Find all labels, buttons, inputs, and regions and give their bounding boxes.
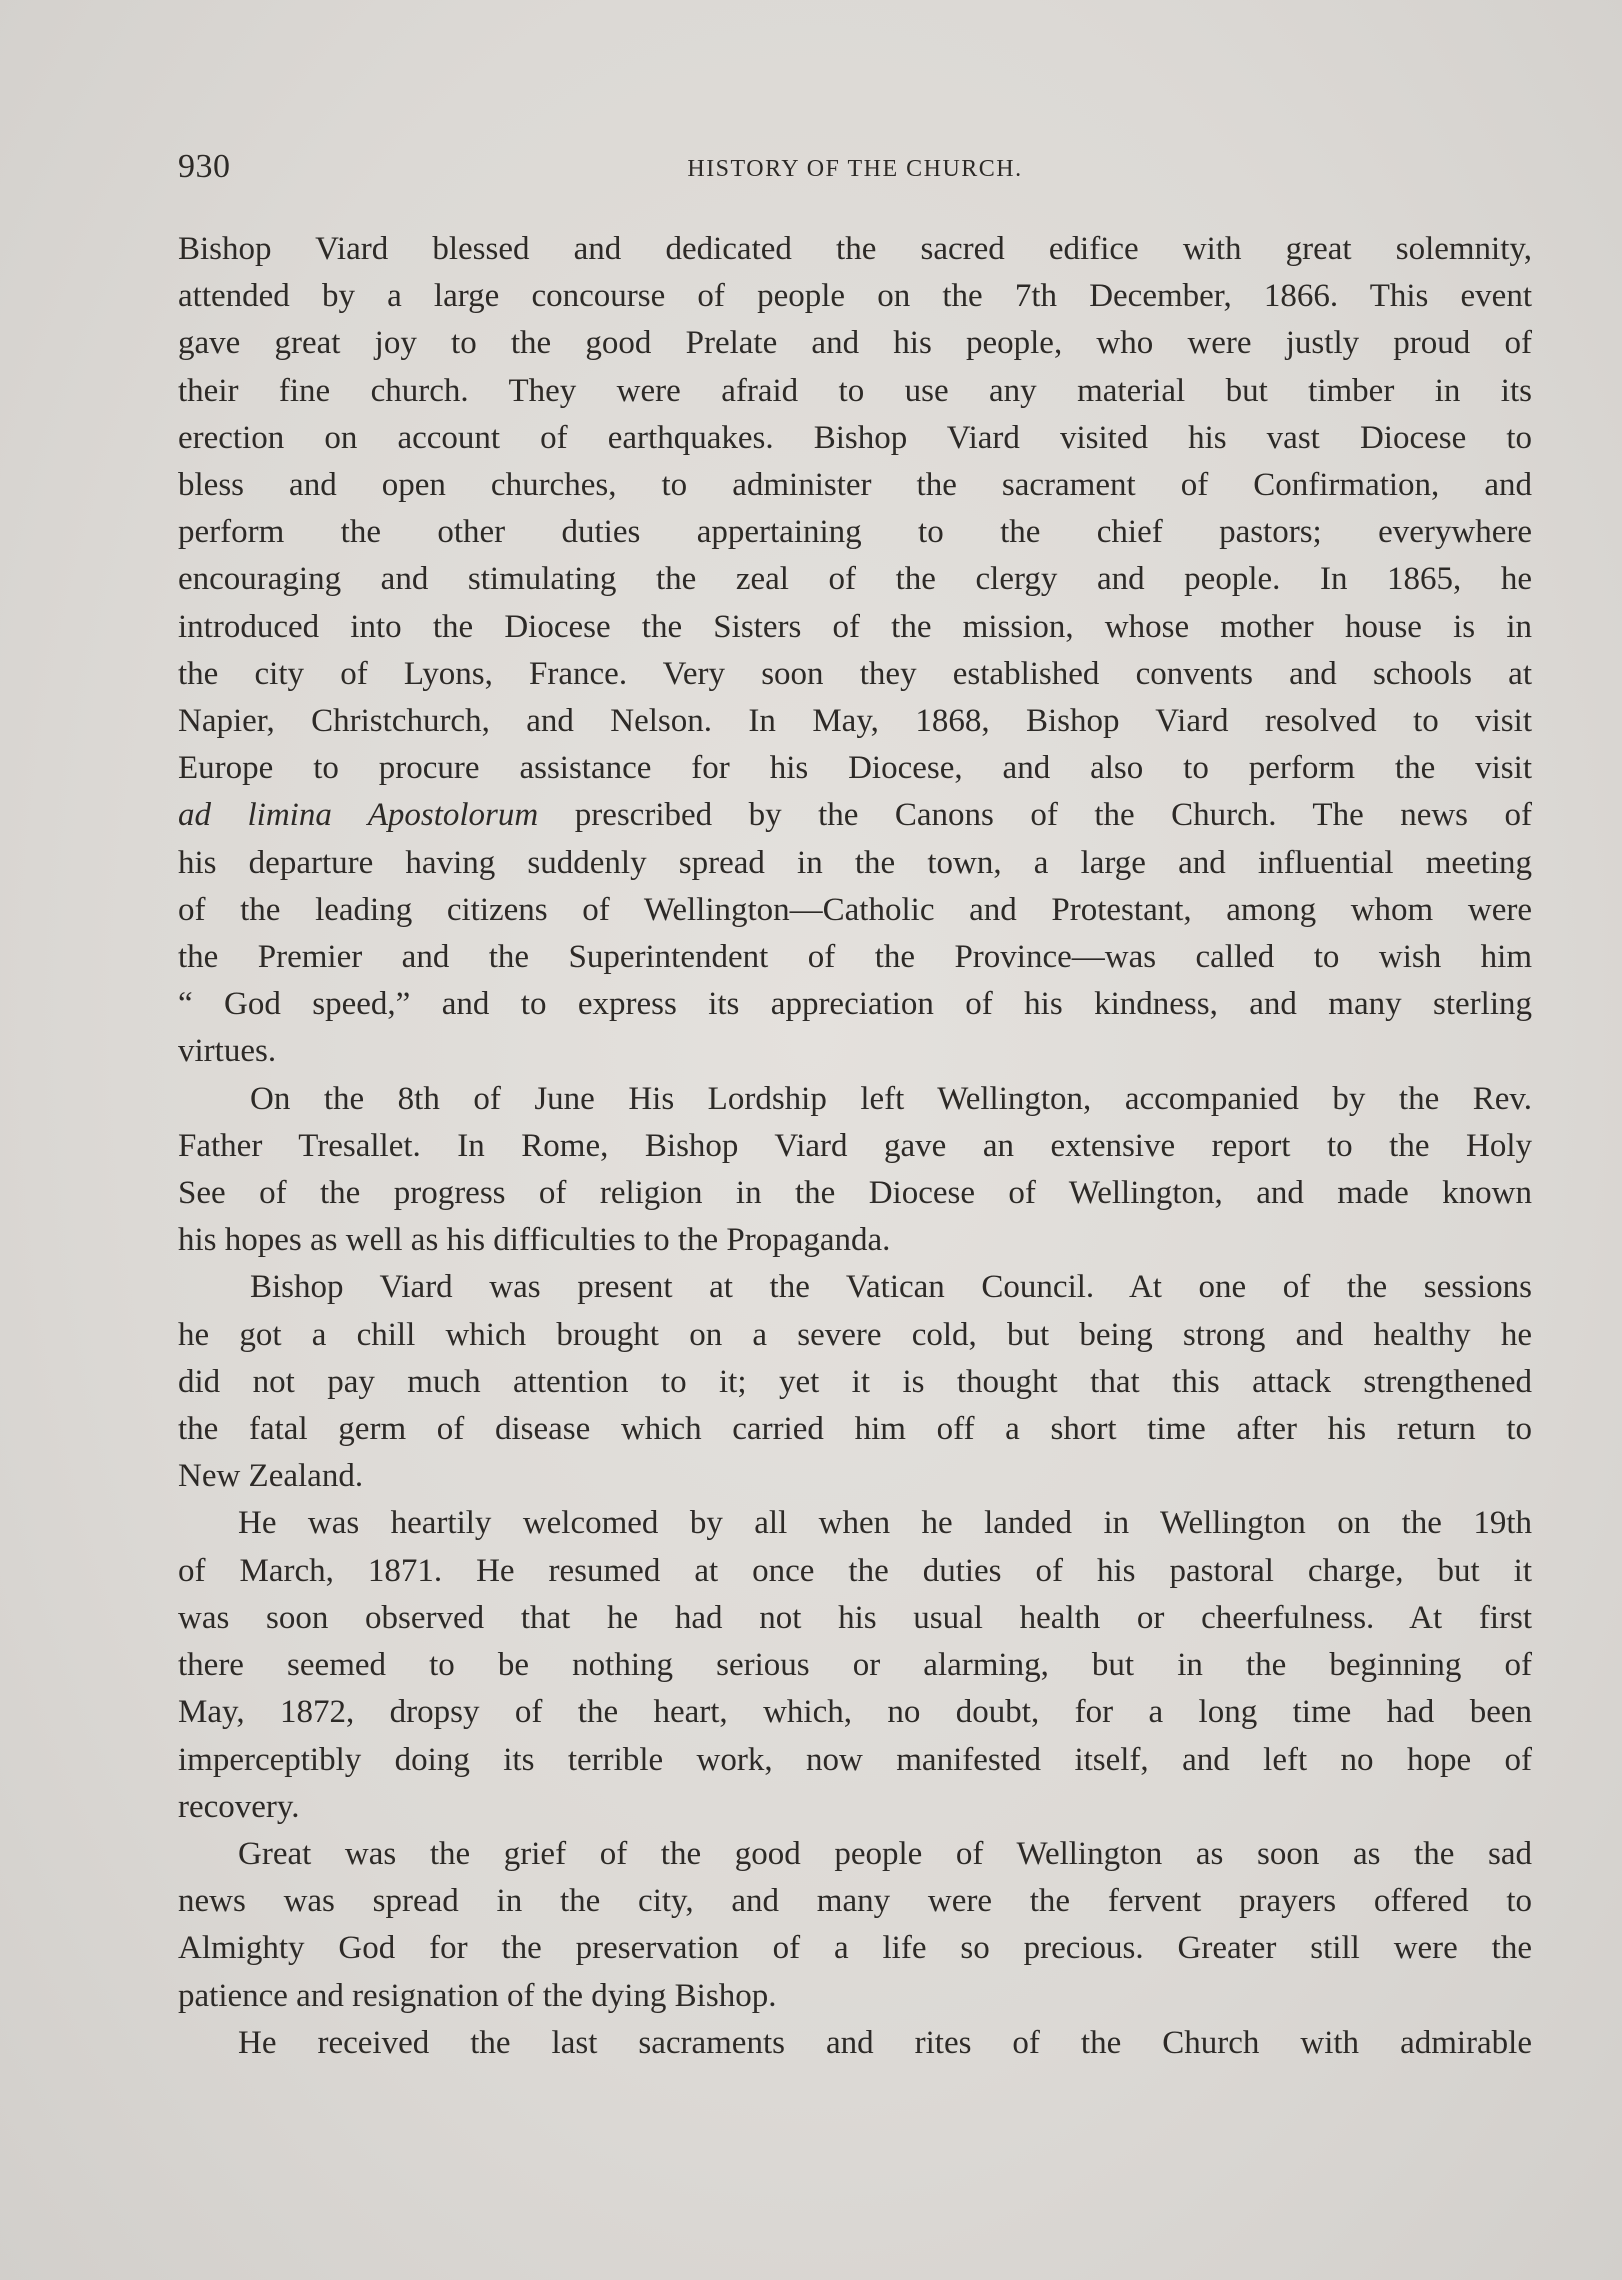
text-line: See of the progress of religion in the Diocese of Wellington, and made known: [178, 1175, 1532, 1212]
text-line: the city of Lyons, France. Very soon they established convents and schools at: [178, 655, 1532, 692]
paragraph: [178, 2020, 1532, 2067]
paragraph: [178, 1831, 1532, 2020]
text-line: Father Tresallet. In Rome, Bishop Viard gave an extensive report to the Holy: [178, 1127, 1532, 1164]
text-line: May, 1872, dropsy of the heart, which, no doubt, for a long time had been: [178, 1694, 1532, 1731]
page-header: [178, 148, 1532, 188]
text-line: he got a chill which brought on a severe cold, but being strong and healthy he: [178, 1316, 1532, 1353]
text-line: recovery.: [178, 1788, 300, 1825]
text-line: was soon observed that he had not his usual health or cheerfulness. At first: [178, 1599, 1532, 1636]
text-line: New Zealand.: [178, 1458, 364, 1495]
paragraph: [178, 226, 1532, 1076]
text-line: erection on account of earthquakes. Bishop Viard visited his vast Diocese to: [178, 419, 1532, 456]
text-line: gave great joy to the good Prelate and his people, who were justly proud of: [178, 325, 1532, 362]
text-line: the Premier and the Superintendent of the Province—was called to wish him: [178, 939, 1532, 976]
text-line: of March, 1871. He resumed at once the duties of his pastoral charge, but it: [178, 1552, 1532, 1589]
text-line: his departure having suddenly spread in the town, a large and influential meeting: [178, 844, 1532, 881]
text-line: On the 8th of June His Lordship left Wellington, accompanied by the Rev.: [250, 1080, 1532, 1117]
italic-latin-phrase: ad limina Apostolorum: [178, 797, 539, 834]
text-line: Almighty God for the preservation of a life so precious. Greater still were the: [178, 1930, 1532, 1967]
text-line: introduced into the Diocese the Sisters of the mission, whose mother house is in: [178, 608, 1532, 645]
running-title: HISTORY OF THE CHURCH.: [687, 156, 1023, 182]
paragraph: [178, 1500, 1532, 1830]
text-line: Europe to procure assistance for his Diocese, and also to perform the visit: [178, 750, 1532, 787]
text-line: Bishop Viard blessed and dedicated the sacred edifice with great solemnity,: [178, 231, 1532, 267]
text-line: his hopes as well as his difficulties to the Propaganda.: [178, 1222, 891, 1259]
text-line: imperceptibly doing its terrible work, now manifested itself, and left no hope of: [178, 1741, 1532, 1778]
text-line: news was spread in the city, and many were the fervent prayers offered to: [178, 1883, 1532, 1920]
text-line: encouraging and stimulating the zeal of the clergy and people. In 1865, he: [178, 561, 1532, 598]
text-line: “ God speed,” and to express its appreciation of his kindness, and many sterling: [178, 986, 1532, 1023]
text-line: perform the other duties appertaining to the chief pastors; everywhere: [178, 514, 1532, 551]
text-line-rest: prescribed by the Canons of the Church. The news of: [574, 797, 1532, 834]
text-line: virtues.: [178, 1033, 277, 1070]
text-line: Napier, Christchurch, and Nelson. In May, 1868, Bishop Viard resolved to visit: [178, 703, 1532, 740]
text-line-with-italic: [178, 792, 1532, 839]
page-number: 930: [178, 148, 231, 185]
text-line: Bishop Viard was present at the Vatican Council. At one of the sessions: [250, 1269, 1532, 1306]
text-line: He received the last sacraments and rites of the Church with admirable: [238, 2024, 1532, 2061]
body-text: [178, 226, 1532, 2067]
text-line: the fatal germ of disease which carried him off a short time after his return to: [178, 1411, 1532, 1448]
text-line: there seemed to be nothing serious or alarming, but in the beginning of: [178, 1647, 1532, 1684]
text-line: He was heartily welcomed by all when he landed in Wellington on the 19th: [238, 1505, 1532, 1542]
text-line: patience and resignation of the dying Bishop.: [178, 1977, 777, 2014]
text-line: bless and open churches, to administer the sacrament of Confirmation, and: [178, 467, 1532, 504]
paragraph: [178, 1264, 1532, 1500]
text-line: their fine church. They were afraid to use any material but timber in its: [178, 372, 1532, 409]
text-line: Great was the grief of the good people of Wellington as soon as the sad: [238, 1835, 1532, 1872]
text-line: of the leading citizens of Wellington—Catholic and Protestant, among whom were: [178, 891, 1532, 928]
paragraph: [178, 1076, 1532, 1265]
text-line: attended by a large concourse of people on the 7th December, 1866. This event: [178, 278, 1532, 315]
text-line: did not pay much attention to it; yet it is thought that this attack strengthened: [178, 1363, 1532, 1400]
